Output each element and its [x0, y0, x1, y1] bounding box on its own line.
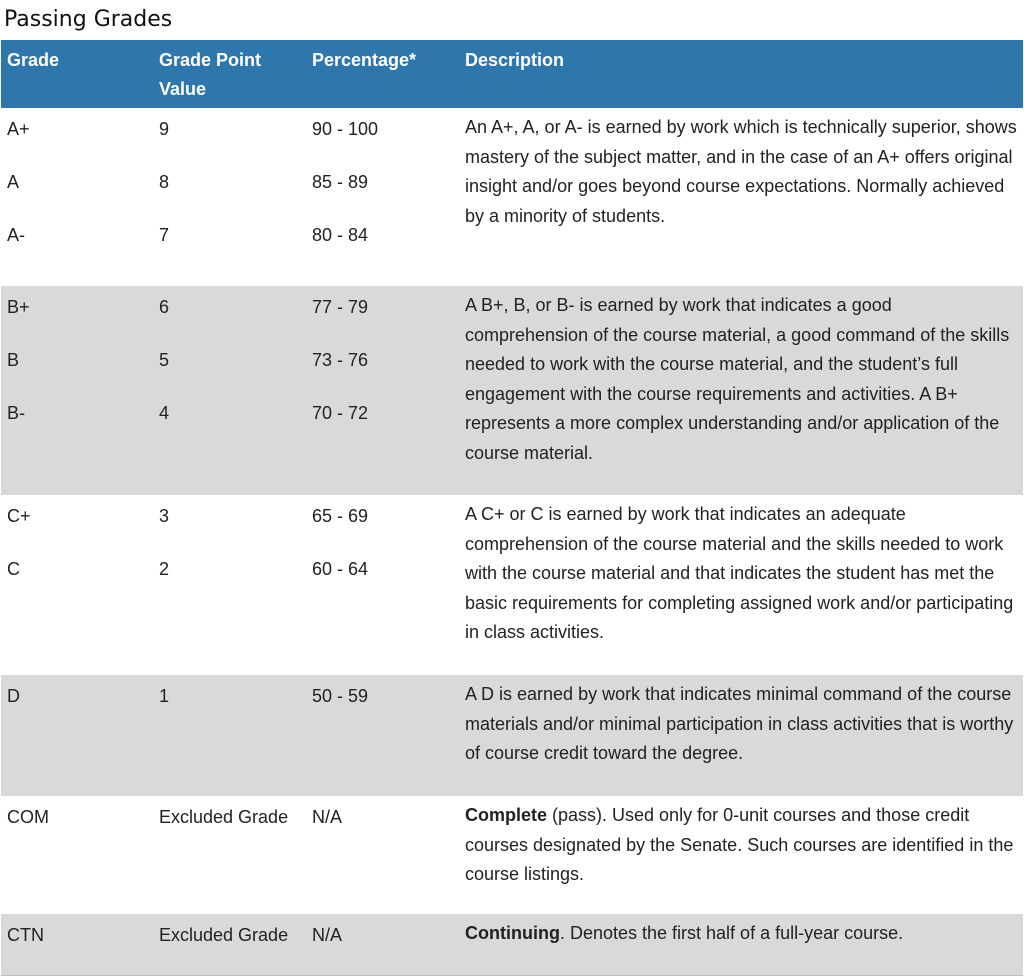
percentage-value: 65 - 69 — [312, 506, 369, 526]
description-cell — [459, 286, 1023, 495]
percentage-cell — [306, 675, 459, 796]
percentage-value: 90 - 100 — [312, 119, 379, 139]
percentage-cell — [306, 796, 459, 914]
grade-cell — [1, 495, 153, 675]
grade-cell — [1, 796, 153, 914]
table-row — [1, 495, 1023, 675]
description-text: (pass). Used only for 0-unit courses and those credit courses designated by the Senate. Such courses are identified in the course listings. — [465, 805, 1014, 884]
grades-table — [1, 40, 1023, 976]
grade-point-value: 7 — [159, 225, 170, 245]
grade-point-cell — [153, 108, 306, 286]
grade-point-cell — [153, 675, 306, 796]
grade-value: A- — [7, 225, 25, 245]
grade-cell — [1, 108, 153, 286]
grade-point-value: 1 — [159, 686, 170, 706]
grade-point-value: 4 — [159, 403, 170, 423]
grade-point-value: 9 — [159, 119, 170, 139]
header-grade-point-line1: Grade Point — [159, 50, 262, 70]
grade-value: A+ — [7, 119, 30, 139]
description-bold-term: Continuing — [465, 923, 560, 943]
table-row — [1, 108, 1023, 286]
grade-value: CTN — [7, 925, 44, 945]
percentage-value: 50 - 59 — [312, 686, 369, 706]
table-row — [1, 286, 1023, 495]
grade-value: B- — [7, 403, 25, 423]
description-text: A B+, B, or B- is earned by work that indicates a good comprehension of the course material, a good command of the skills needed to work with the course material, and the student’s full engagement with the course requirements and activities. A B+ represents a more complex understanding and/or application of the course material. — [465, 295, 1010, 463]
header-grade-point-line2: Value — [159, 79, 207, 99]
grade-point-cell — [153, 286, 306, 495]
percentage-value: 85 - 89 — [312, 172, 369, 192]
grade-point-value: Excluded Grade — [159, 925, 289, 945]
grade-cell — [1, 675, 153, 796]
grade-point-value: 8 — [159, 172, 170, 192]
description-bold-term: Complete — [465, 805, 548, 825]
description-text: A D is earned by work that indicates minimal command of the course materials and/or minimal participation in class activities that is worthy of course credit toward the degree. — [465, 684, 1014, 763]
grade-value: D — [7, 686, 20, 706]
description-text: An A+, A, or A- is earned by work which is technically superior, shows mastery of the subject matter, and in the case of an A+ offers original insight and/or goes beyond course expectations. Normally achieved by a minority of students. — [465, 117, 1017, 226]
grade-value: C+ — [7, 506, 31, 526]
description-cell — [459, 108, 1023, 286]
header-grade-point-value — [153, 40, 306, 108]
table-header-row — [1, 40, 1023, 108]
grade-cell — [1, 914, 153, 975]
description-cell — [459, 495, 1023, 675]
table-row — [1, 796, 1023, 914]
grade-point-cell — [153, 495, 306, 675]
grade-value: C — [7, 559, 20, 579]
grade-value: B+ — [7, 297, 30, 317]
percentage-value: 60 - 64 — [312, 559, 369, 579]
grade-point-value: 5 — [159, 350, 170, 370]
description-text: A C+ or C is earned by work that indicates an adequate comprehension of the course material and the skills needed to work with the course material and that indicates the student has met the basic requirements for completing assigned work and/or participating in class activities. — [465, 504, 1014, 642]
grade-point-value: Excluded Grade — [159, 807, 289, 827]
page-title: Passing Grades — [4, 7, 173, 32]
grade-value: B — [7, 350, 20, 370]
grade-point-value: 6 — [159, 297, 170, 317]
percentage-value: 70 - 72 — [312, 403, 369, 423]
description-cell — [459, 914, 1023, 975]
description-text: . Denotes the first half of a full-year course. — [559, 923, 904, 943]
percentage-value: 73 - 76 — [312, 350, 369, 370]
percentage-cell — [306, 286, 459, 495]
table-row — [1, 914, 1023, 975]
header-percentage: Percentage* — [312, 50, 417, 70]
percentage-cell — [306, 495, 459, 675]
grade-point-value: 3 — [159, 506, 170, 526]
percentage-value: 80 - 84 — [312, 225, 369, 245]
percentage-value: N/A — [312, 925, 343, 945]
description-cell — [459, 675, 1023, 796]
grade-value: A — [7, 172, 20, 192]
grade-point-value: 2 — [159, 559, 170, 579]
grade-point-cell — [153, 796, 306, 914]
table-row — [1, 675, 1023, 796]
percentage-value: N/A — [312, 807, 343, 827]
grade-value: COM — [7, 807, 49, 827]
grade-cell — [1, 286, 153, 495]
header-grade: Grade — [7, 50, 60, 70]
description-cell — [459, 796, 1023, 914]
percentage-cell — [306, 108, 459, 286]
grade-point-cell — [153, 914, 306, 975]
percentage-value: 77 - 79 — [312, 297, 369, 317]
header-description: Description — [465, 50, 565, 70]
percentage-cell — [306, 914, 459, 975]
